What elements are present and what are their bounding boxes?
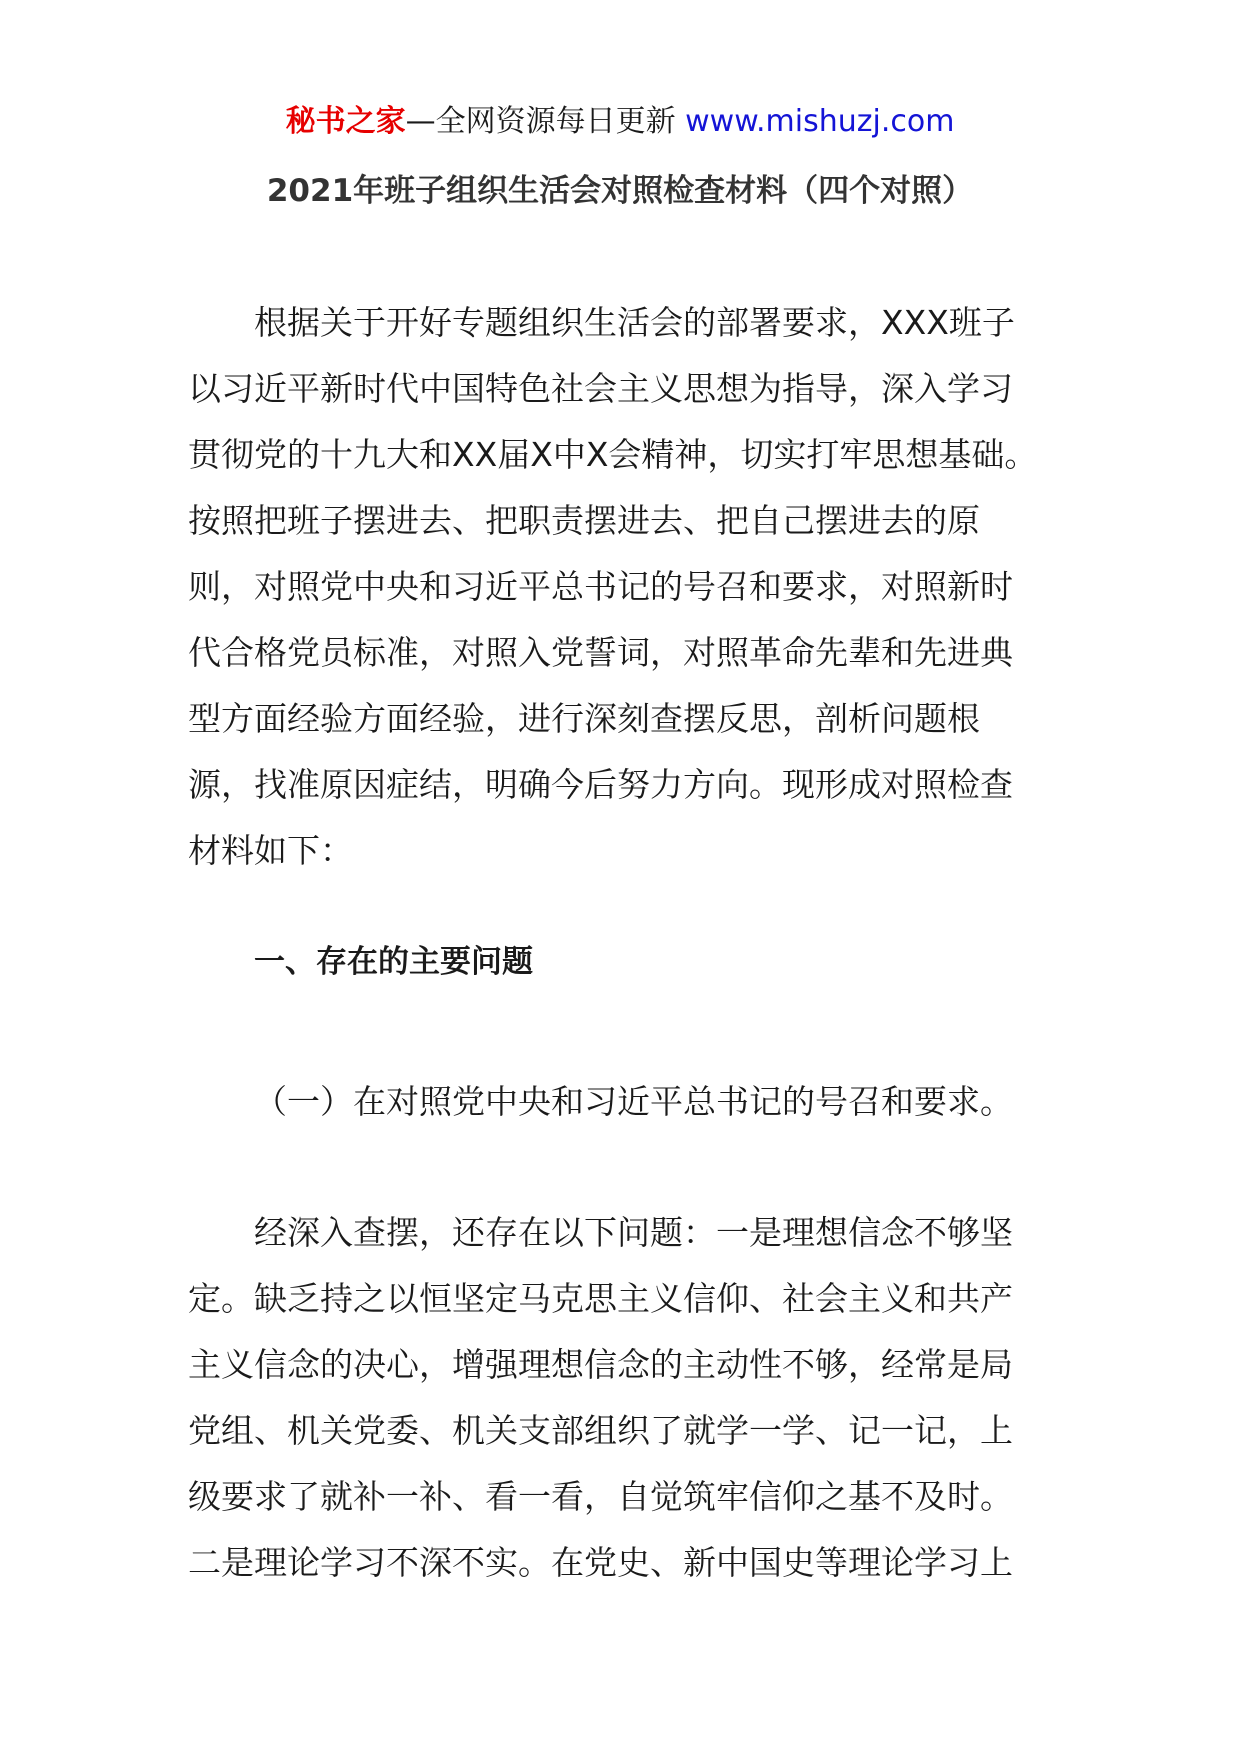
document-title: 2021年班子组织生活会对照检查材料（四个对照） — [266, 173, 974, 209]
subsection-heading-1: （一）在对照党中央和习近平总书记的号召和要求。 — [254, 1082, 1013, 1121]
header-tagline: —全网资源每日更新 — [405, 104, 686, 139]
site-url-link[interactable]: www.mishuzj.com — [685, 104, 955, 139]
intro-paragraph: 根据关于开好专题组织生活会的部署要求，XXX班子以习近平新时代中国特色社会主义思想为指导，深入学习贯彻党的十九大和XX届X中X会精神，切实打牢思想基础。按照把班子摆进去、把职责摆进去、把自己摆进去的原则，对照党中央和习近平总书记的号召和要求，对照新时代合格党员标准，对照入党誓词，对照革命先辈和先进典型方面经验方面经验，进行深刻查摆反思，剖析问题根源，找准原因症结，明确今后努力方向。现形成对照检查材料如下： — [188, 303, 1038, 870]
section-heading-1: 一、存在的主要问题 — [254, 944, 533, 980]
brand-name: 秘书之家 — [285, 104, 406, 139]
subsection-paragraph-1: 经深入查摆，还存在以下问题：一是理想信念不够坚定。缺乏持之以恒坚定马克思主义信仰、社会主义和共产主义信念的决心，增强理想信念的主动性不够，经常是局党组、机关党委、机关支部组织了就学一学、记一记，上级要求了就补一补、看一看，自觉筑牢信仰之基不及时。二是理论学习不深不实。在党史、新中国史等理论学习上 — [188, 1213, 1013, 1582]
site-header — [0, 102, 1240, 142]
